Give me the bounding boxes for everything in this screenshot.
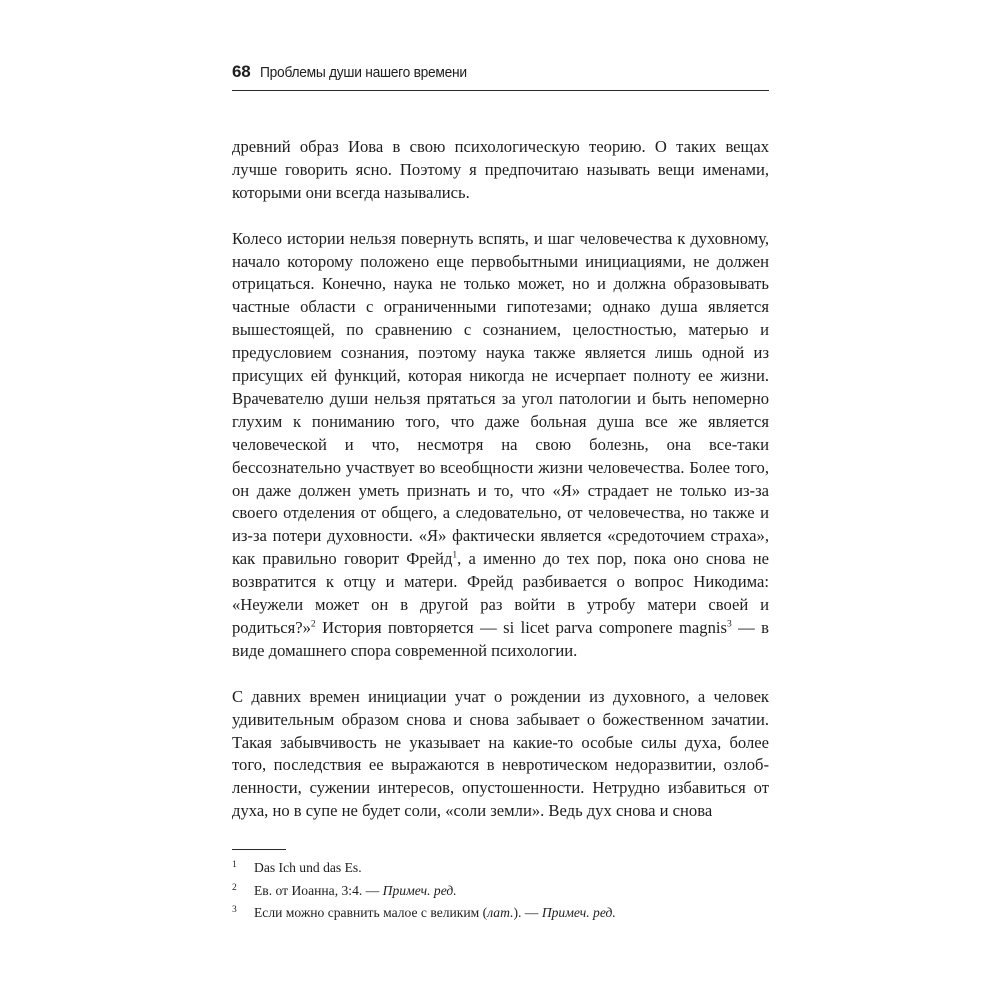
footnote-1	[232, 857, 769, 880]
footnote-text	[254, 902, 616, 925]
footnotes	[232, 857, 769, 925]
footnote-ref-3: 3	[726, 619, 732, 630]
book-page	[232, 62, 769, 925]
running-header-title: Проблемы души нашего времени	[259, 64, 467, 81]
footnote-2	[232, 880, 769, 903]
footnote-number: 3	[232, 905, 237, 916]
paragraph-2-part-4: — в виде домашнего спора современной психологии.	[232, 618, 769, 660]
footnote-ref-1: 1	[452, 550, 458, 561]
footnote-text	[254, 880, 457, 903]
footnote-text-main: Das Ich und das Es.	[254, 860, 362, 876]
footnote-divider	[232, 849, 286, 850]
footnote-text-main: Ев. от Иоанна, 3:4. —	[254, 882, 383, 898]
body-text	[232, 136, 769, 823]
paragraph-2-part-1: Колесо истории нельзя повернуть вспять, и шаг человечества к духовному, начало которому положено еще первобытными инициациями, не должен отрицаться. Конечно, наука не только может, но и должна образовывать частные области с ограниченными гипотезами; однако душа является вышестоящей, по сравнению с сознанием, целостностью, матерью и предусловием сознания, поэтому наука также является лишь одной из присущих ей функций, которая никогда не исчерпает полноту ее жизни. Врачевателю души нельзя прятаться за угол патологии и быть непомерно глухим к пониманию того, что даже больная душа все же является человеческой и что, несмотря на свою болезнь, она все-таки бессознательно участвует во всеобщности жизни человечества. Более того, он даже должен уметь признать и то, что «Я» страдает не только из-за своего отделения от общего, а следовательно, от человечества, но также и из-за потери духовности. «Я» фактически является «средоточием страха», как правильно говорит Фрейд	[232, 228, 769, 569]
footnote-3	[232, 902, 769, 925]
paragraph-2	[232, 228, 769, 663]
footnote-number: 1	[232, 860, 237, 871]
footnote-language: лат.	[487, 905, 514, 921]
paragraph-2-part-3: История повторяется — si licet parva componere magnis	[315, 618, 727, 638]
paragraph-2-part-2: , а именно до тех пор, пока оно снова не возвратится к отцу и матери. Фрейд разбивается о вопрос Никодима: «Неужели может он в другой раз войти в утробу матери своей и родиться?»	[232, 549, 769, 638]
footnote-ref-2: 2	[310, 619, 316, 630]
running-header	[232, 62, 769, 91]
footnote-text-main: Если можно сравнить малое с великим (	[254, 905, 488, 921]
footnote-text-tail: ). —	[513, 905, 542, 921]
footnote-text	[254, 857, 362, 880]
paragraph-1: древний образ Иова в свою психологическую теорию. О таких вещах лучше говорить ясно. Поэтому я предпочитаю называть вещи именами, которыми они всегда назывались.	[232, 137, 769, 202]
footnote-number: 2	[232, 882, 237, 893]
footnote-editor-note: Примеч. ред.	[541, 905, 616, 921]
page-number: 68	[232, 62, 251, 81]
paragraph-3: С давних времен инициации учат о рождении из духовного, а человек удивительным образом снова и снова забывает о божественном зачатии. Такая забывчивость не указывает на какие-то особые силы духа, более того, последствия ее выражаются в невротическом недоразвитии, озлобленности, сужении интересов, опустошенности. Нетрудно избавиться от духа, но в супе не будет соли, «соли земли». Ведь дух снова и снова	[232, 686, 769, 821]
footnote-editor-note: Примеч. ред.	[382, 882, 457, 898]
